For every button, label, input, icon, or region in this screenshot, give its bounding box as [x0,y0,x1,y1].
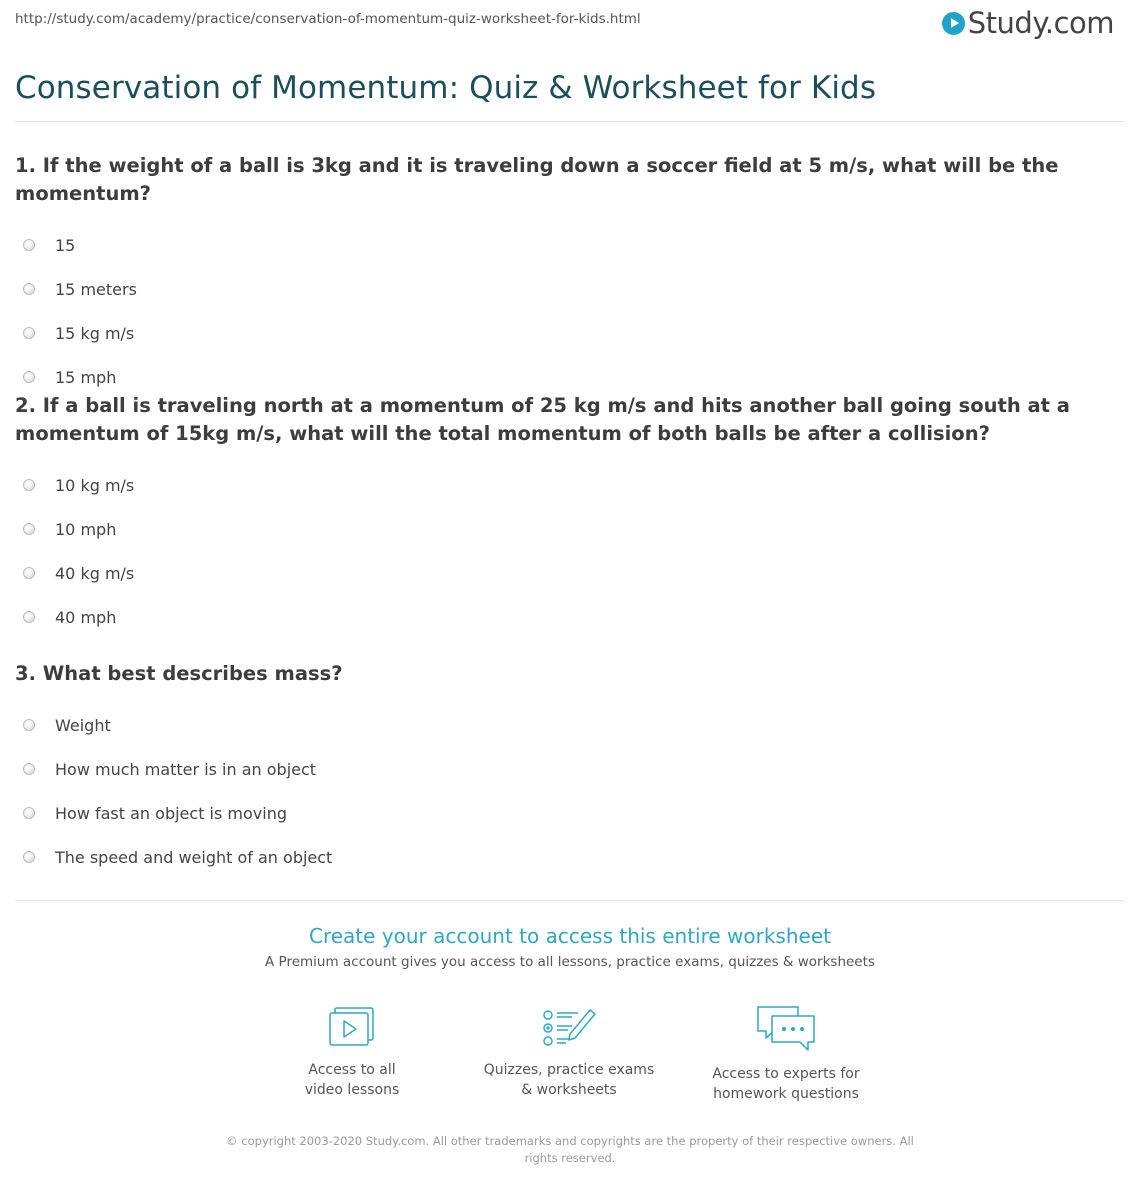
question-text: 3. What best describes mass? [15,662,343,685]
answer-option[interactable] [15,267,1125,311]
cta-title[interactable]: Create your account to access this entire worksheet [309,924,831,948]
radio-button[interactable] [23,807,35,819]
feature-quizzes [479,1004,659,1100]
premium-features [0,1004,1140,1114]
feature-label: homework questions [713,1086,859,1102]
answer-option[interactable] [15,791,1125,835]
radio-button[interactable] [23,327,35,339]
quiz-checklist-icon [540,1004,598,1050]
answer-label: How much matter is in an object [55,759,317,779]
feature-label: Access to all [308,1062,396,1078]
answer-option[interactable] [15,703,1125,747]
question-text: 1. If the weight of a ball is 3kg and it is traveling down a soccer field at 5 m/s, what will be the momentum? [15,154,1059,205]
answer-option[interactable] [15,507,1125,551]
answer-list [15,463,1125,639]
answer-label: 10 mph [55,519,117,539]
answer-list [15,703,1125,879]
answer-list [15,223,1125,399]
radio-button[interactable] [23,719,35,731]
answer-option[interactable] [15,835,1125,879]
answer-label: 40 mph [55,607,117,627]
feature-label: Quizzes, practice exams [483,1062,655,1078]
answer-label: 40 kg m/s [55,563,135,583]
question-3 [15,660,1125,879]
feature-video-lessons [262,1004,442,1100]
feature-label: Access to experts for [712,1066,860,1082]
quiz [15,152,1125,879]
answer-label: 15 kg m/s [55,323,135,343]
answer-label: The speed and weight of an object [55,847,333,867]
question-text: 2. If a ball is traveling north at a momentum of 25 kg m/s and hits another ball going south at a momentum of 15kg m/s, what will the total momentum of both balls be after a collision? [15,394,1070,445]
answer-option[interactable] [15,595,1125,639]
answer-option[interactable] [15,747,1125,791]
answer-label: 15 [55,235,76,255]
radio-button[interactable] [23,763,35,775]
question-2 [15,392,1125,660]
video-lessons-icon [325,1004,379,1050]
radio-button[interactable] [23,611,35,623]
answer-option[interactable] [15,223,1125,267]
answer-label: How fast an object is moving [55,803,287,823]
answer-label: 15 meters [55,279,137,299]
answer-option[interactable] [15,311,1125,355]
page-url: http://study.com/academy/practice/conservation-of-momentum-quiz-worksheet-for-kids.html [15,11,641,27]
feature-label: video lessons [304,1082,400,1098]
answer-label: 10 kg m/s [55,475,135,495]
top-bar [0,0,1140,50]
page-title: Conservation of Momentum: Quiz & Worksheet for Kids [15,70,877,106]
answer-option[interactable] [15,551,1125,595]
divider [15,900,1125,901]
feature-experts [696,1004,876,1104]
answer-label: 15 mph [55,367,117,387]
feature-label: & worksheets [521,1082,617,1098]
divider [15,121,1125,122]
copyright-text: © copyright 2003-2020 Study.com. All other trademarks and copyrights are the property of their respective owners. All rights reserved. [226,1134,914,1165]
radio-button[interactable] [23,851,35,863]
logo-text: Study.com [967,6,1114,40]
answer-label: Weight [55,715,111,735]
radio-button[interactable] [23,283,35,295]
radio-button[interactable] [23,371,35,383]
radio-button[interactable] [23,523,35,535]
answer-option[interactable] [15,463,1125,507]
study-logo[interactable] [942,6,1114,40]
question-1 [15,152,1125,392]
radio-button[interactable] [23,479,35,491]
radio-button[interactable] [23,239,35,251]
chat-bubbles-icon [754,1004,818,1054]
play-logo-icon [942,12,965,35]
radio-button[interactable] [23,567,35,579]
cta-subtitle: A Premium account gives you access to all lessons, practice exams, quizzes & worksheets [265,954,875,970]
